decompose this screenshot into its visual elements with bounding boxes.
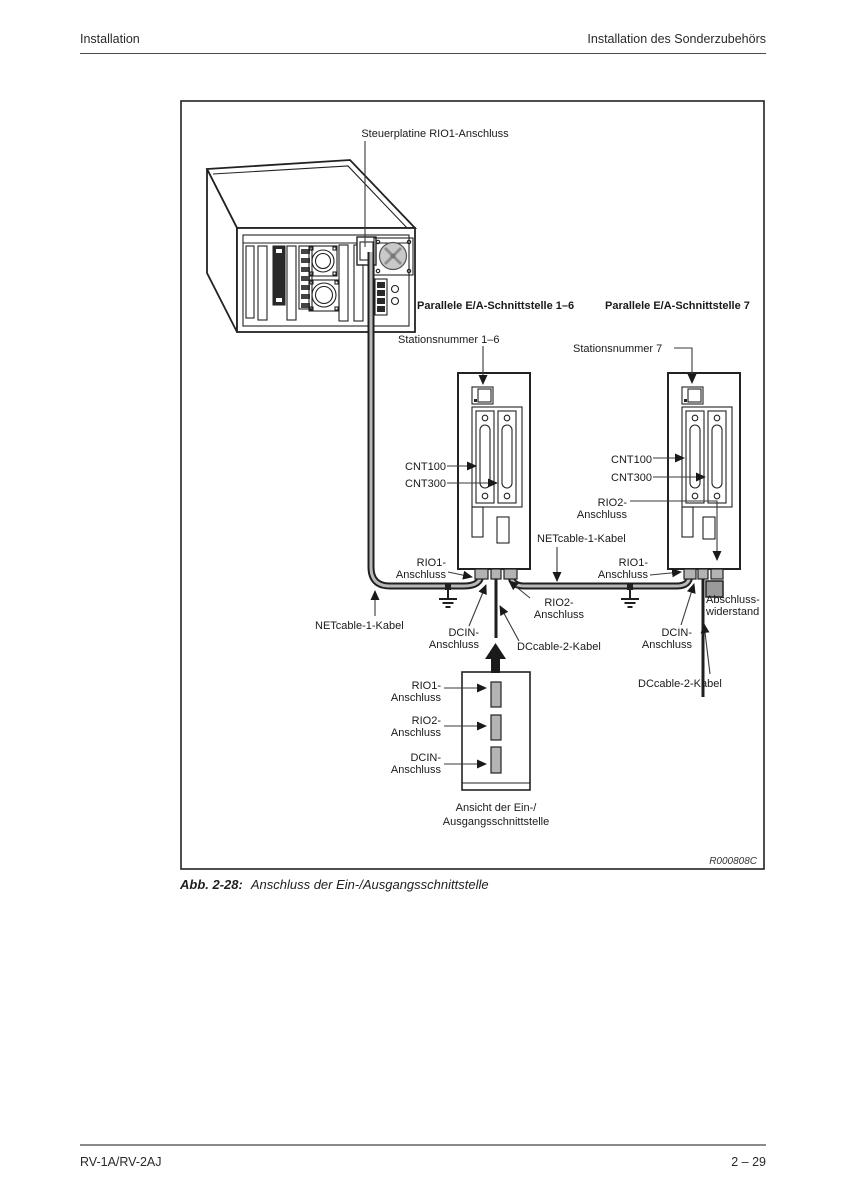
dcin-connector-left-module xyxy=(491,569,501,579)
label-rio1-left-line2: Anschluss xyxy=(395,569,446,581)
label-cnt300-left: CNT300 xyxy=(405,478,446,490)
rio1-connector-left-module xyxy=(475,569,488,579)
dcin-connector-view xyxy=(491,747,501,773)
label-stationsnummer-1-6: Stationsnummer 1–6 xyxy=(398,334,500,346)
label-dcin-left-line2: Anschluss xyxy=(428,639,479,651)
footer-page-number: 2 – 29 xyxy=(731,1155,766,1169)
label-cnt100-left: CNT100 xyxy=(405,461,446,473)
footer-model: RV-1A/RV-2AJ xyxy=(80,1155,162,1169)
figure-caption xyxy=(180,877,489,892)
label-ansicht-line2: Ausgangsschnittstelle xyxy=(442,816,550,828)
rio1-connector-right-module xyxy=(684,569,696,579)
header-right: Installation des Sonderzubehörs xyxy=(587,32,766,46)
io-module-right xyxy=(668,373,740,569)
label-rio2-view-line2: Anschluss xyxy=(390,727,441,739)
label-rio1-left-line1: RIO1- xyxy=(416,557,446,569)
label-parallel-io-1-6: Parallele E/A-Schnittstelle 1–6 xyxy=(417,300,575,312)
label-steuerplatine-rio1: Steuerplatine RIO1-Anschluss xyxy=(361,128,509,140)
label-parallel-io-7: Parallele E/A-Schnittstelle 7 xyxy=(605,300,750,312)
label-dcin-view-line1: DCIN- xyxy=(410,752,441,764)
rio2-connector-view xyxy=(491,715,501,740)
rio1-connector-view xyxy=(491,682,501,707)
label-dcin-left-line1: DCIN- xyxy=(448,627,479,639)
label-rio2-mid-line2: Anschluss xyxy=(533,609,585,621)
dcin-connector-right-module xyxy=(698,569,708,579)
label-rio1-right-line1: RIO1- xyxy=(618,557,648,569)
label-rio2-right-line1: RIO2- xyxy=(597,497,627,509)
label-netcable-left: NETcable-1-Kabel xyxy=(315,620,404,632)
label-rio1-right-line2: Anschluss xyxy=(597,569,648,581)
label-rio2-right-line2: Anschluss xyxy=(576,509,627,521)
label-dccable-right: DCcable-2-Kabel xyxy=(638,678,722,690)
label-rio2-view-line1: RIO2- xyxy=(411,715,441,727)
label-cnt300-right: CNT300 xyxy=(611,472,652,484)
figure-caption-number: Abb. 2-28: xyxy=(180,877,243,892)
label-rio2-mid-line1: RIO2- xyxy=(544,597,574,609)
label-dcin-right-line1: DCIN- xyxy=(661,627,692,639)
figure-caption-text: Anschluss der Ein-/Ausgangsschnittstelle xyxy=(250,877,489,892)
label-stationsnummer-7: Stationsnummer 7 xyxy=(573,343,663,355)
header-left: Installation xyxy=(80,32,140,46)
label-dcin-right-line2: Anschluss xyxy=(641,639,692,651)
page-footer xyxy=(80,1144,766,1169)
label-ansicht-line1: Ansicht der Ein-/ xyxy=(455,802,537,814)
rio2-connector-left-module xyxy=(504,569,517,579)
label-abschluss-line2: widerstand xyxy=(706,606,760,618)
io-module-left xyxy=(458,373,530,569)
label-netcable-mid: NETcable-1-Kabel xyxy=(537,533,626,545)
label-dcin-view-line2: Anschluss xyxy=(390,764,441,776)
rio2-connector-right-module xyxy=(711,569,723,579)
label-dccable-left: DCcable-2-Kabel xyxy=(517,641,601,653)
figure-diagram xyxy=(180,100,765,870)
running-header xyxy=(80,32,766,54)
figure-ref-code: R000808C xyxy=(709,856,757,867)
label-abschluss-line1: Abschluss- xyxy=(706,594,760,606)
label-cnt100-right: CNT100 xyxy=(611,454,652,466)
controller-dsub xyxy=(273,246,285,305)
io-module-bottom-view xyxy=(462,672,530,790)
label-rio1-view-line1: RIO1- xyxy=(411,680,441,692)
label-rio1-view-line2: Anschluss xyxy=(390,692,441,704)
